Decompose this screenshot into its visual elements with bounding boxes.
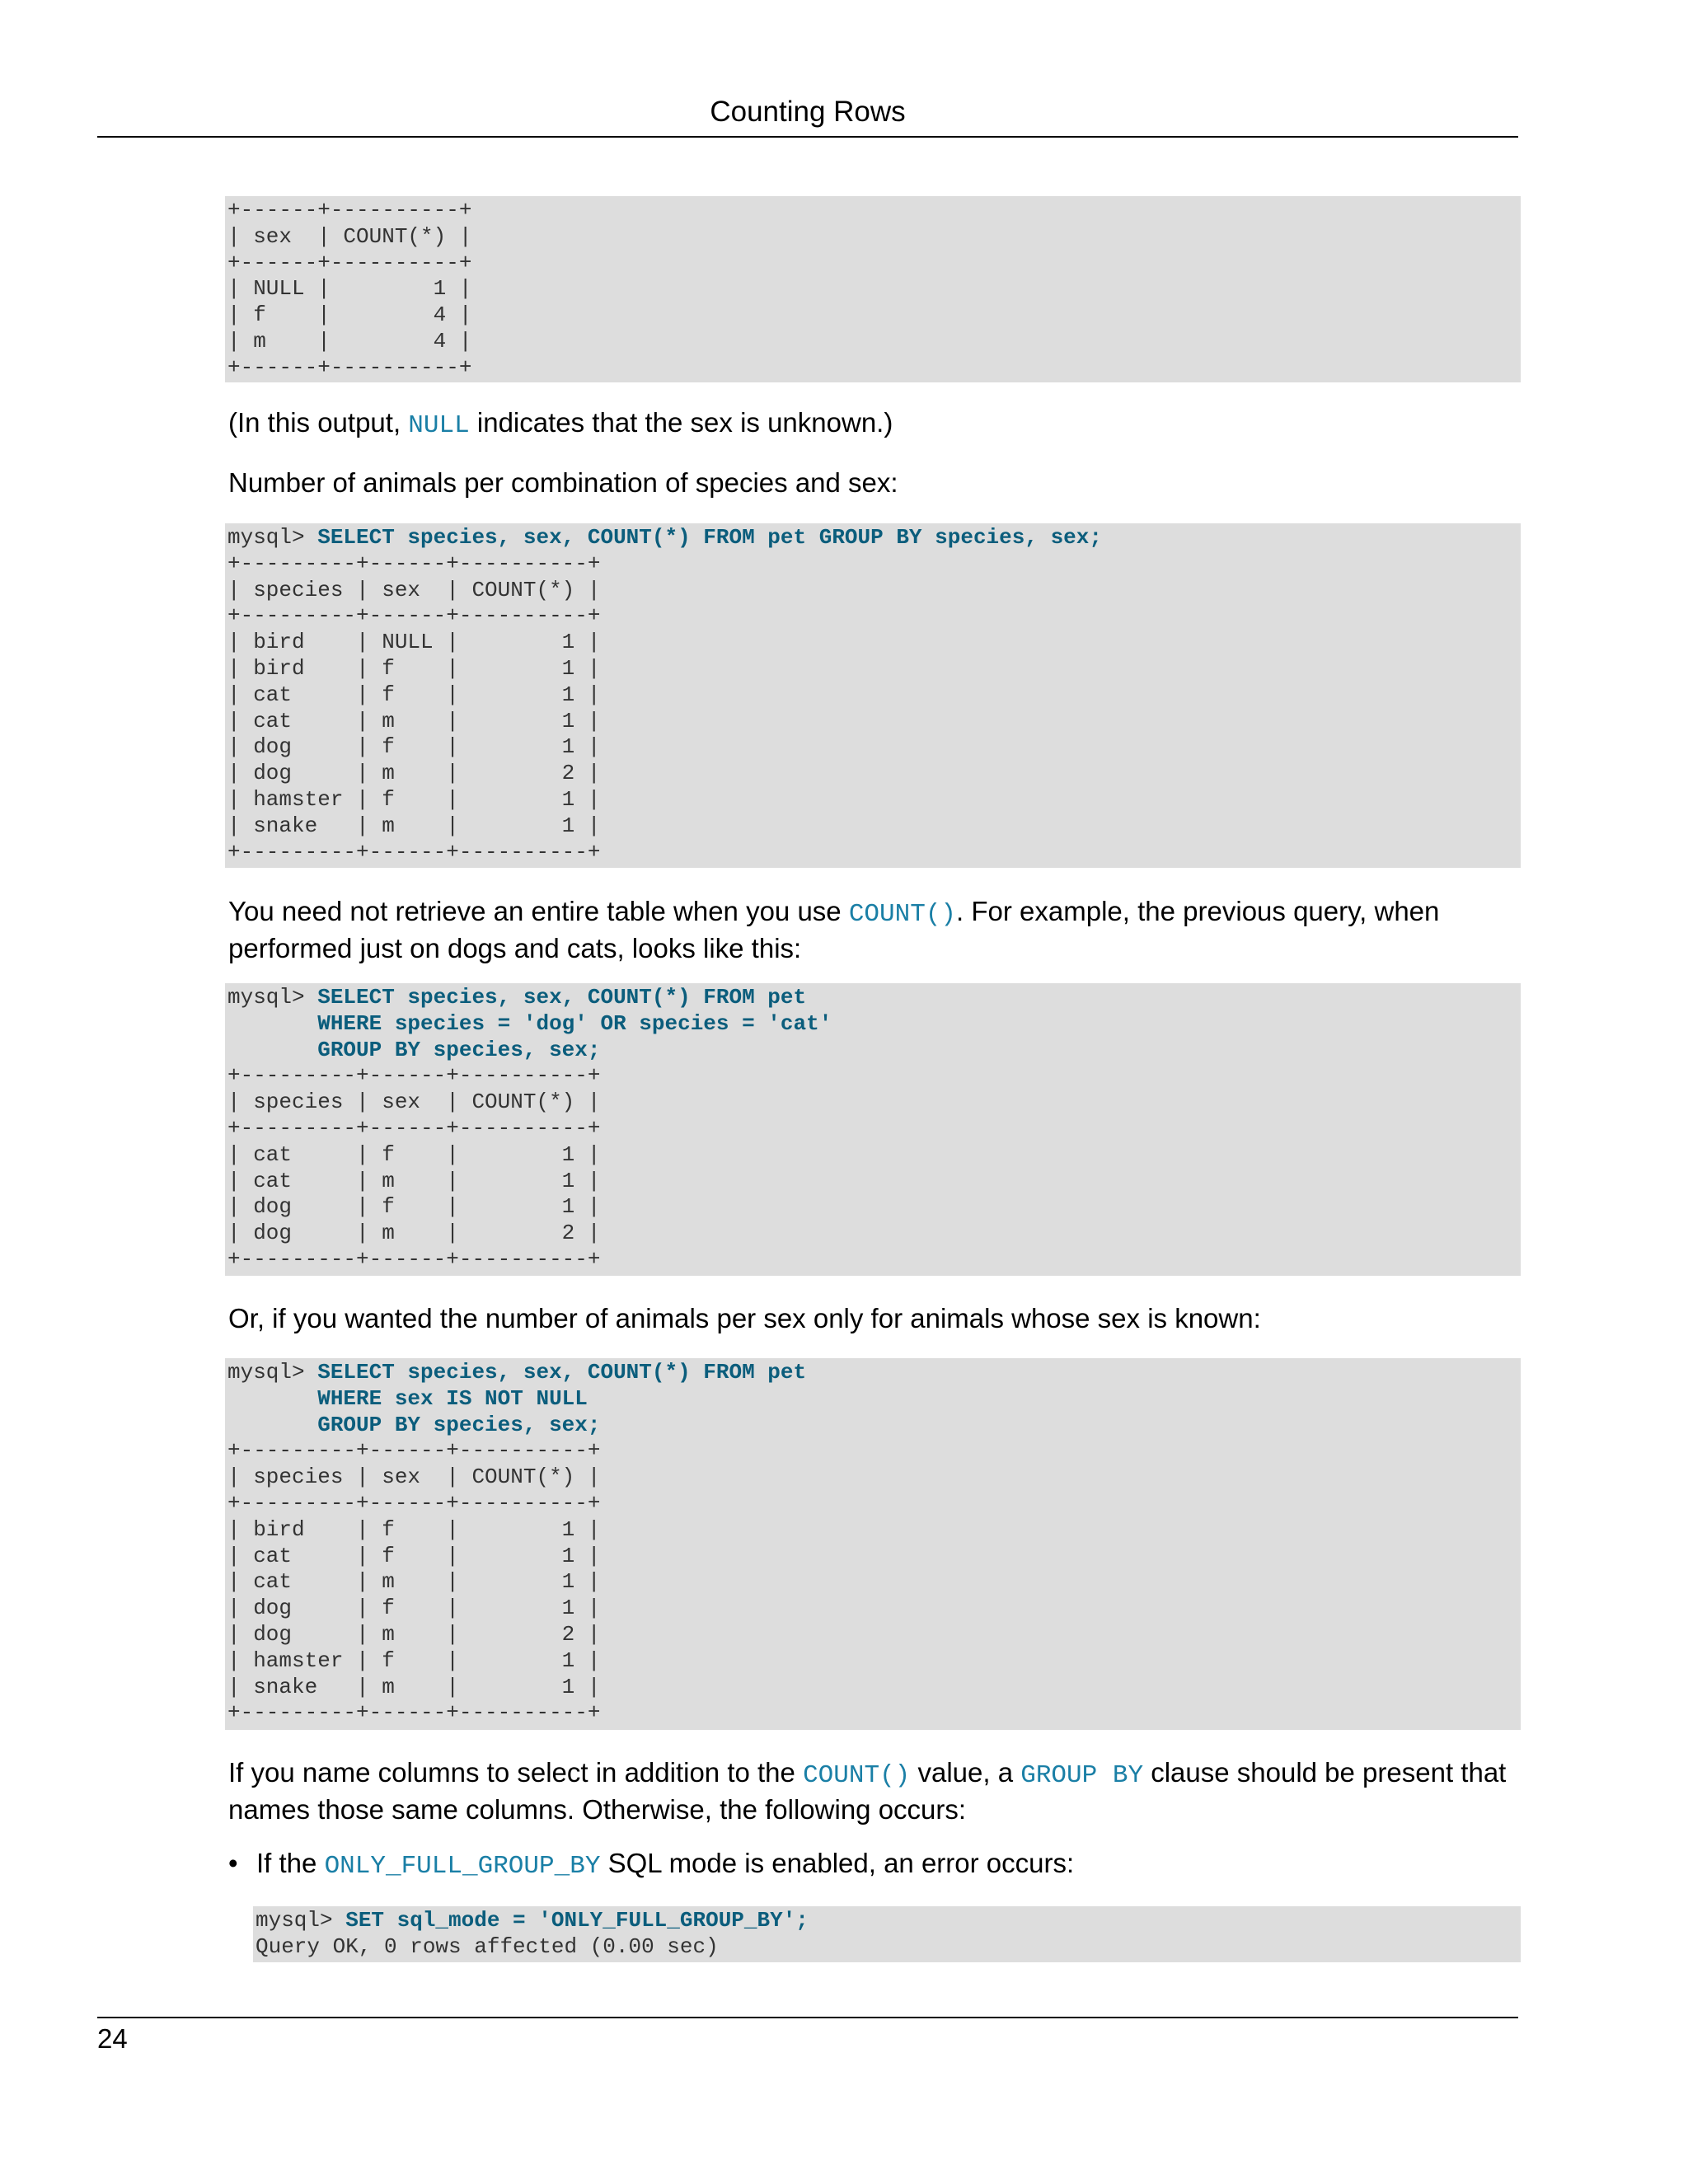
mysql-prompt: mysql> <box>227 525 318 550</box>
output-line: | snake | m | 1 | <box>227 1674 601 1699</box>
text-run: If you name columns to select in addition to the <box>228 1757 804 1788</box>
text-run: SQL mode is enabled, an error occurs: <box>600 1848 1075 1878</box>
sql-command: SELECT species, sex, COUNT(*) FROM pet <box>317 985 807 1010</box>
continuation-indent <box>227 1011 317 1036</box>
output-line: | bird | f | 1 | <box>227 655 601 681</box>
output-line: +---------+------+----------+ <box>227 1700 601 1726</box>
output-line: | f | 4 | <box>227 302 472 328</box>
header-rule <box>97 136 1518 138</box>
mysql-prompt: mysql> <box>227 985 318 1010</box>
code-block-species-sex <box>225 523 1521 868</box>
output-line: | NULL | 1 | <box>227 276 472 302</box>
command-line <box>225 1011 1521 1038</box>
paragraph-known-sex-intro: Or, if you wanted the number of animals per sex only for animals whose sex is known: <box>228 1303 1261 1333</box>
output-line: | species | sex | COUNT(*) | <box>227 577 601 602</box>
output-line: +---------+------+----------+ <box>227 1063 601 1089</box>
page-header-title: Counting Rows <box>710 96 906 128</box>
output-line: +---------+------+----------+ <box>227 1115 601 1141</box>
text-run: You need not retrieve an entire table when you use <box>228 896 849 926</box>
output-line: | sex | COUNT(*) | <box>227 223 472 249</box>
inline-code-group-by[interactable]: GROUP BY <box>1020 1761 1144 1790</box>
sql-command: WHERE sex IS NOT NULL <box>317 1385 588 1411</box>
page-number: 24 <box>97 2023 128 2054</box>
command-line <box>225 1038 1521 1064</box>
command-line <box>225 1386 1521 1413</box>
paragraph-species-sex-intro: Number of animals per combination of species and sex: <box>228 467 898 498</box>
output-line: Query OK, 0 rows affected (0.00 sec) <box>256 1933 719 1959</box>
text-run: clause should be present that names those same columns. Otherwise, the following occurs: <box>228 1757 1507 1825</box>
mysql-prompt: mysql> <box>227 1360 318 1385</box>
output-line: | dog | m | 2 | <box>227 761 601 786</box>
command-line <box>225 985 1521 1011</box>
output-line: | cat | m | 1 | <box>227 1168 601 1193</box>
output-line: +---------+------+----------+ <box>227 1246 601 1272</box>
inline-code-count-2[interactable]: COUNT() <box>803 1761 911 1790</box>
continuation-indent <box>227 1413 317 1437</box>
output-line: +---------+------+----------+ <box>227 1438 601 1464</box>
output-line: +---------+------+----------+ <box>227 839 601 865</box>
text-run: (In this output, <box>228 407 409 438</box>
command-line <box>225 1413 1521 1439</box>
continuation-indent <box>227 1386 317 1411</box>
output-line: +---------+------+----------+ <box>227 1490 601 1516</box>
output-line: +------+----------+ <box>227 354 472 380</box>
text-run: If the <box>256 1848 325 1878</box>
output-line: +---------+------+----------+ <box>227 551 601 576</box>
code-block-sex-count <box>225 196 1521 382</box>
command-line <box>253 1908 1521 1934</box>
output-line: | hamster | f | 1 | <box>227 1647 601 1673</box>
output-line: | cat | f | 1 | <box>227 1543 601 1568</box>
inline-code-count[interactable]: COUNT() <box>848 900 957 929</box>
code-block-dogs-cats <box>225 983 1521 1276</box>
paragraph-count-note <box>228 894 1514 965</box>
output-line: | dog | m | 2 | <box>227 1221 601 1246</box>
output-line: | dog | f | 1 | <box>227 1194 601 1220</box>
output-line: | species | sex | COUNT(*) | <box>227 1090 601 1115</box>
code-block-set-sql-mode <box>253 1906 1521 1962</box>
output-line: +---------+------+----------+ <box>227 603 601 629</box>
sql-command: GROUP BY species, sex; <box>317 1412 601 1437</box>
output-line: | dog | m | 2 | <box>227 1621 601 1647</box>
inline-code-null[interactable]: NULL <box>408 411 470 440</box>
sql-command: SET sql_mode = 'ONLY_FULL_GROUP_BY'; <box>345 1908 809 1933</box>
text-run: . For example, the previous query, when performed just on dogs and cats, looks like this: <box>228 896 1440 963</box>
mysql-prompt: mysql> <box>256 1908 346 1933</box>
output-line: | species | sex | COUNT(*) | <box>227 1465 601 1490</box>
paragraph-null-note <box>228 405 1514 443</box>
output-line: | m | 4 | <box>227 328 472 354</box>
paragraph-group-by-note <box>228 1755 1514 1826</box>
inline-code-only-full-group-by[interactable]: ONLY_FULL_GROUP_BY <box>324 1852 601 1881</box>
sql-command: SELECT species, sex, COUNT(*) FROM pet <box>317 1360 807 1385</box>
sql-command: GROUP BY species, sex; <box>317 1037 601 1062</box>
command-line <box>225 1360 1521 1386</box>
output-line: | bird | f | 1 | <box>227 1516 601 1542</box>
code-block-sex-not-null <box>225 1358 1521 1730</box>
text-run: indicates that the sex is unknown.) <box>469 407 893 438</box>
output-line: | cat | f | 1 | <box>227 682 601 707</box>
output-line: | dog | f | 1 | <box>227 734 601 760</box>
continuation-indent <box>227 1038 317 1062</box>
bullet-item-only-full-group-by <box>256 1846 1509 1883</box>
output-line: | cat | m | 1 | <box>227 1569 601 1595</box>
footer-rule <box>97 2017 1518 2018</box>
bullet-marker: • <box>228 1848 238 1878</box>
command-line <box>225 525 1521 551</box>
sql-command: SELECT species, sex, COUNT(*) FROM pet GROUP BY species, sex; <box>317 525 1102 550</box>
output-line: | cat | m | 1 | <box>227 708 601 733</box>
output-line: | dog | f | 1 | <box>227 1596 601 1621</box>
output-line: | snake | m | 1 | <box>227 813 601 838</box>
output-line: | hamster | f | 1 | <box>227 786 601 812</box>
output-line: +------+----------+ <box>227 198 472 223</box>
sql-command: WHERE species = 'dog' OR species = 'cat' <box>317 1010 832 1036</box>
text-run: value, a <box>910 1757 1021 1788</box>
output-line: | bird | NULL | 1 | <box>227 630 601 655</box>
output-line: +------+----------+ <box>227 250 472 275</box>
output-line: | cat | f | 1 | <box>227 1141 601 1167</box>
